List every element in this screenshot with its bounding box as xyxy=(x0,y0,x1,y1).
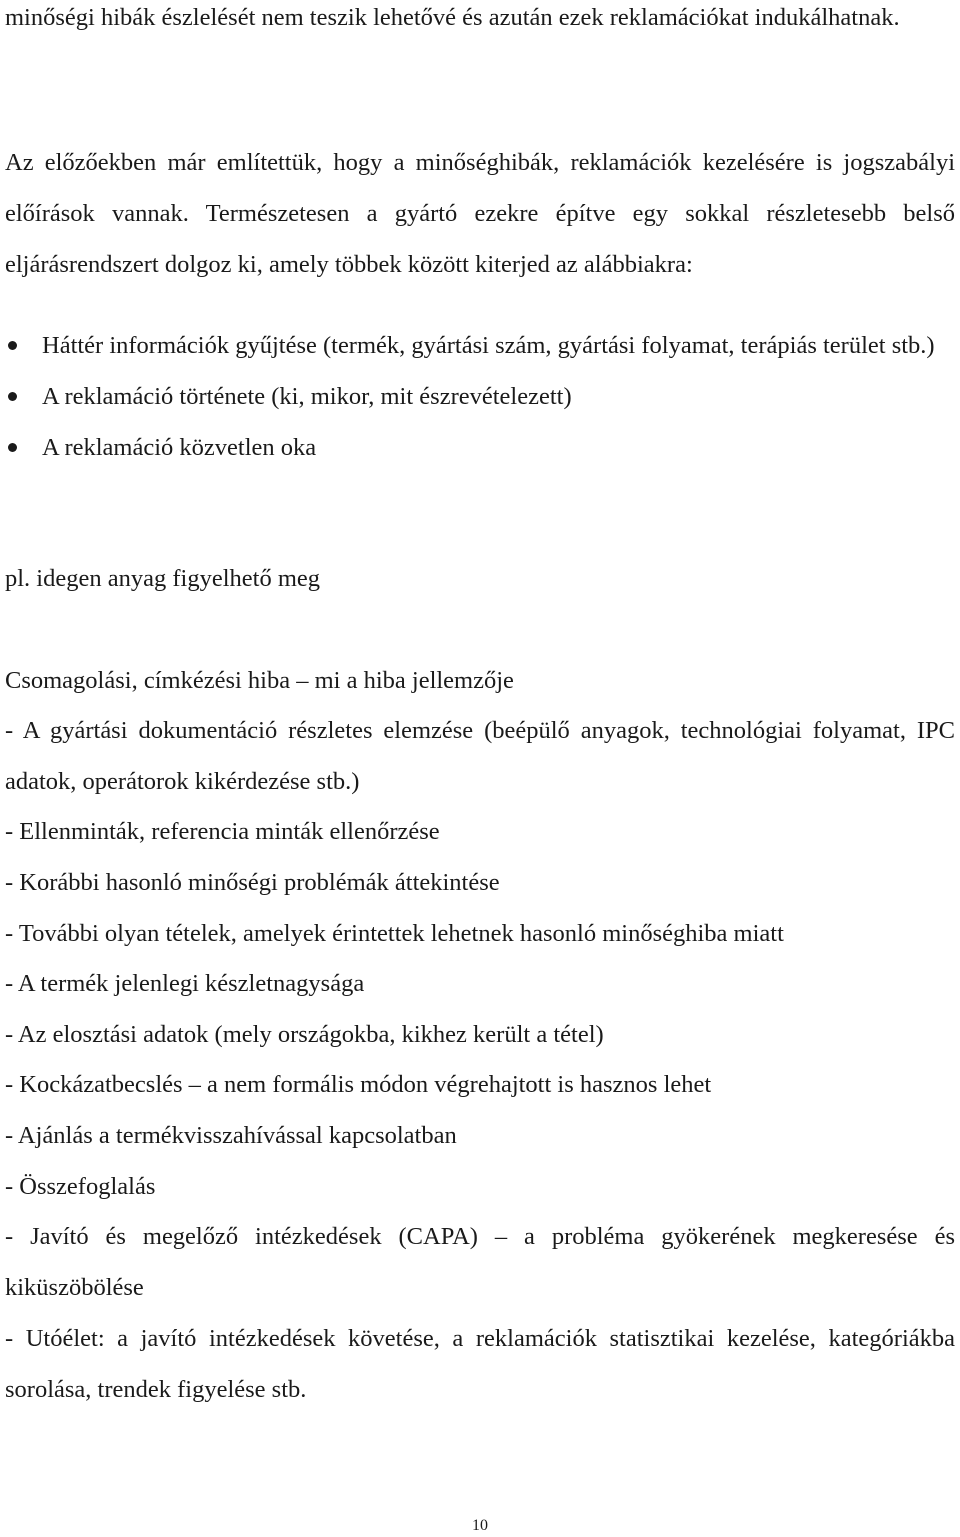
dash-item: - Korábbi hasonló minőségi problémák áttekintése xyxy=(5,869,500,896)
bullet-item: A reklamáció története (ki, mikor, mit észrevételezett) xyxy=(0,371,955,422)
example-line: pl. idegen anyag figyelhető meg xyxy=(5,565,320,592)
bullet-list xyxy=(0,320,955,473)
dash-item: - Összefoglalás xyxy=(5,1173,156,1200)
bullet-item: Háttér információk gyűjtése (termék, gyártási szám, gyártási folyamat, terápiás terület stb.) xyxy=(0,320,955,371)
dash-item: - Ellenminták, referencia minták ellenőrzése xyxy=(5,818,440,845)
page-number: 10 xyxy=(472,1517,488,1534)
dash-item: - A termék jelenlegi készletnagysága xyxy=(5,970,365,997)
packaging-line: Csomagolási, címkézési hiba – mi a hiba jellemzője xyxy=(5,667,514,694)
paragraph-intro: Az előzőekben már említettük, hogy a minőséghibák, reklamációk kezelésére is jogszabályi előírások vannak. Természetesen a gyártó ezekre építve egy sokkal részletesebb belső eljárásrendszert dolgoz ki, amely többek között kiterjed az alábbiakra: xyxy=(5,149,955,278)
paragraph-continued: minőségi hibák észlelését nem teszik lehetővé és azután ezek reklamációkat indukálhatnak. xyxy=(5,4,900,31)
dash-item: - Az elosztási adatok (mely országokba, kikhez került a tétel) xyxy=(5,1021,604,1048)
dash-item: - A gyártási dokumentáció részletes elemzése (beépülő anyagok, technológiai folyamat, IPC adatok, operátorok kikérdezése stb.) xyxy=(5,717,955,795)
bullet-item: A reklamáció közvetlen oka xyxy=(0,422,955,473)
dash-item: - Kockázatbecslés – a nem formális módon végrehajtott is hasznos lehet xyxy=(5,1071,712,1098)
dash-item: - Utóélet: a javító intézkedések követése, a reklamációk statisztikai kezelése, kategóriákba sorolása, trendek figyelése stb. xyxy=(5,1325,955,1403)
dash-item: - Ajánlás a termékvisszahívással kapcsolatban xyxy=(5,1122,457,1149)
dash-item: - Javító és megelőző intézkedések (CAPA) – a probléma gyökerének megkeresése és kiküszöbölése xyxy=(5,1223,955,1301)
dash-item: - További olyan tételek, amelyek érintettek lehetnek hasonló minőséghiba miatt xyxy=(5,920,784,947)
